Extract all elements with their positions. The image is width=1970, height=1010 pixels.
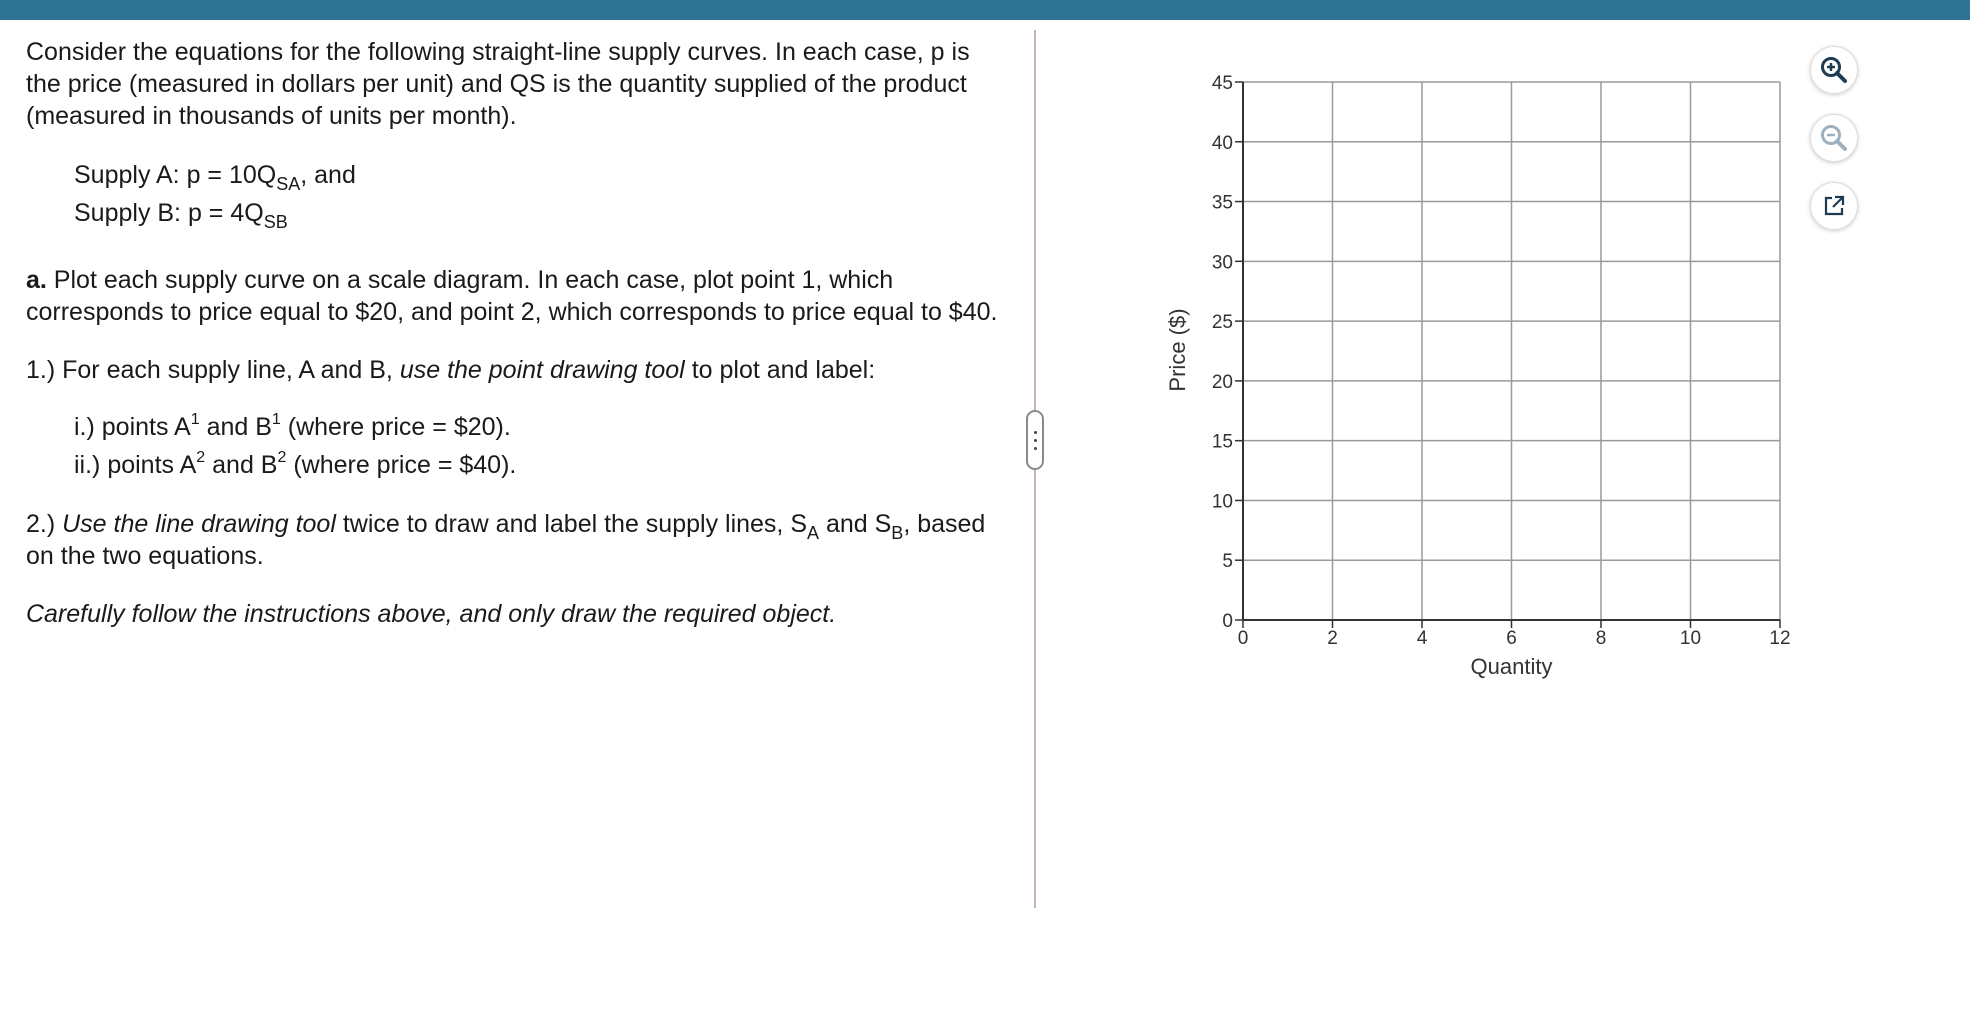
- pane-resize-handle[interactable]: [1026, 410, 1044, 470]
- axes: [1235, 82, 1780, 628]
- zoom-in-icon: [1819, 55, 1849, 85]
- handle-dot: [1034, 431, 1037, 434]
- x-tick-label: 8: [1595, 628, 1607, 649]
- external-link-icon: [1821, 193, 1847, 219]
- y-tick-label: 20: [1211, 371, 1233, 393]
- y-tick-label: 0: [1222, 611, 1233, 632]
- y-tick-label: 15: [1211, 431, 1233, 453]
- x-tick-label: 4: [1416, 628, 1428, 649]
- zoom-in-button[interactable]: [1810, 46, 1858, 94]
- part-a-instruction: a. Plot each supply curve on a scale diagram. In each case, plot point 1, which corresponds to price equal to $20, and point 2, which corresponds to price equal to $40.: [26, 266, 998, 326]
- closing-instruction: Carefully follow the instructions above, and only draw the required object.: [26, 600, 837, 628]
- grid-lines: [1243, 82, 1780, 620]
- item-ii: ii.) points $A^2$ and $B^2$ (where price = $40).: [74, 449, 517, 479]
- x-tick-label: 6: [1506, 628, 1517, 649]
- graph-canvas[interactable]: [1140, 40, 1800, 700]
- y-tick-label: 5: [1222, 551, 1233, 573]
- point-instructions: [26, 408, 1006, 484]
- handle-dot: [1034, 447, 1037, 450]
- top-banner: [0, 0, 1970, 20]
- handle-dot: [1034, 439, 1037, 442]
- x-tick-label: 10: [1679, 628, 1702, 649]
- step-2-instruction: 2.) Use the line drawing tool twice to draw and label the supply lines, $S_A$ and $S_B$, based on the two equations.: [26, 510, 986, 570]
- y-tick-label: 30: [1211, 252, 1233, 274]
- tick-labels: [1212, 73, 1791, 649]
- x-tick-label: 12: [1769, 628, 1791, 649]
- popout-button[interactable]: [1810, 182, 1858, 230]
- y-tick-label: 40: [1211, 132, 1233, 154]
- part-a-label: a.: [26, 266, 47, 294]
- supply-b-equation: Supply B: $p = 4Q_{SB}$: [74, 199, 288, 232]
- item-i: i.) points $A^1$ and $B^1$ (where price = $20).: [74, 411, 511, 441]
- zoom-out-button[interactable]: [1810, 114, 1858, 162]
- question-intro: Consider the equations for the following straight-line supply curves. In each case, p is the price (measured in dollars per unit) and QS is the quantity supplied of the product (measured in thousands of units per month).: [26, 38, 970, 130]
- y-tick-label: 25: [1211, 312, 1233, 334]
- question-panel: [26, 36, 1006, 630]
- zoom-out-icon: [1819, 123, 1849, 153]
- supply-equations: [26, 156, 1006, 232]
- supply-a-equation: Supply A: $p = 10Q_{SA}$, and: [74, 161, 356, 194]
- step-1-instruction: 1.) For each supply line, A and B, use the point drawing tool to plot and label:: [26, 356, 876, 384]
- x-axis-label: Quantity: [1470, 654, 1553, 679]
- y-tick-label: 35: [1211, 192, 1233, 214]
- x-tick-label: 2: [1327, 628, 1338, 649]
- y-tick-label: 45: [1211, 73, 1233, 94]
- y-tick-label: 10: [1211, 491, 1233, 513]
- y-axis-label: Price ($): [1165, 308, 1190, 392]
- x-tick-label: 0: [1237, 628, 1249, 649]
